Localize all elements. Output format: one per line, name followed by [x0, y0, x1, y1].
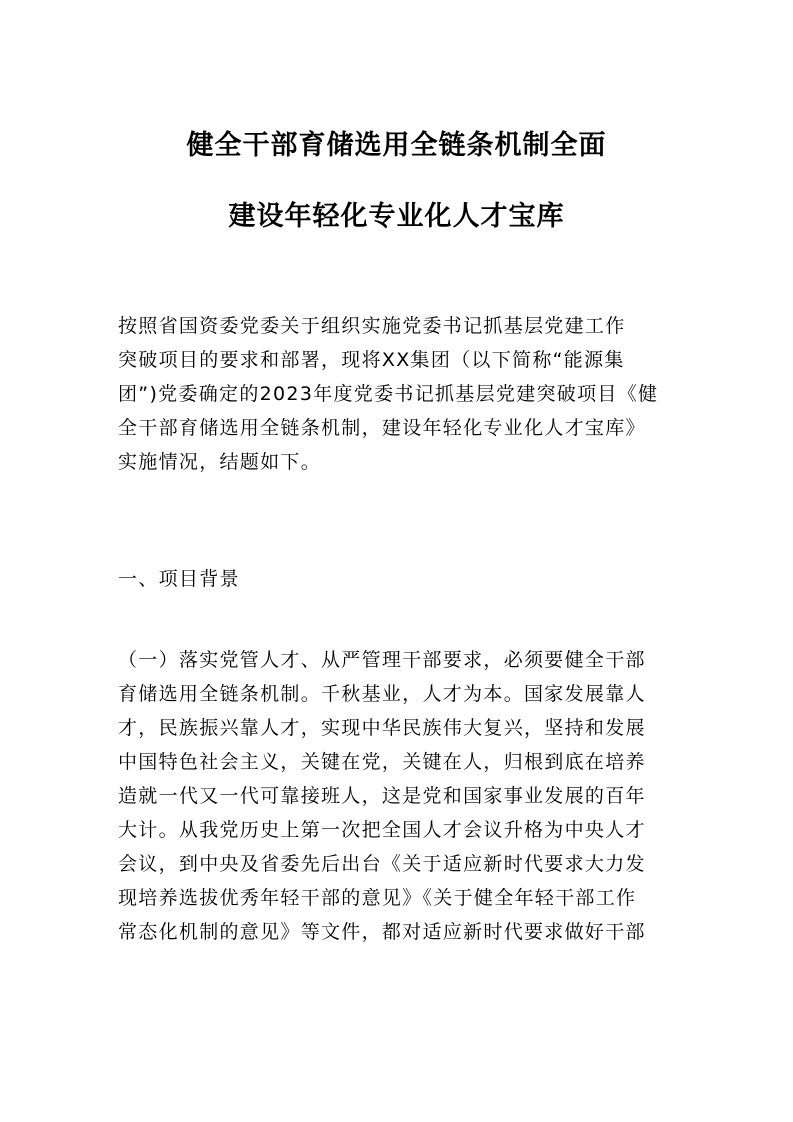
paragraph-line: 中国特色社会主义，关键在党，关键在人，归根到底在培养: [118, 751, 646, 773]
paragraph-line: 常态化机制的意见》等文件，都对适应新时代要求做好干部: [118, 921, 646, 943]
document-title-line-1: 健全干部育储选用全链条机制全面: [186, 130, 607, 161]
section-1-paragraph-1: [118, 643, 678, 949]
intro-line: 全干部育储选用全链条机制，建设年轻化专业化人才宝库》: [118, 417, 646, 439]
paragraph-line: 育储选用全链条机制。千秋基业，人才为本。国家发展靠人: [118, 683, 646, 705]
intro-line: 按照省国资委党委关于组织实施党委书记抓基层党建工作: [118, 315, 626, 337]
paragraph-line: （一）落实党管人才、从严管理干部要求，必须要健全干部: [118, 649, 646, 671]
paragraph-line: 大计。从我党历史上第一次把全国人才会议升格为中央人才: [118, 819, 646, 841]
document-title-line-2: 建设年轻化专业化人才宝库: [228, 201, 565, 232]
paragraph-line: 才，民族振兴靠人才，实现中华民族伟大复兴，坚持和发展: [118, 717, 646, 739]
intro-line: 实施情况，结题如下。: [118, 451, 322, 473]
paragraph-line: 现培养选拔优秀年轻干部的意见》《关于健全年轻干部工作: [118, 887, 637, 909]
paragraph-line: 造就一代又一代可靠接班人，这是党和国家事业发展的百年: [118, 785, 646, 807]
section-heading-project-background: 一、项目背景: [118, 568, 240, 590]
intro-line: 团”)党委确定的2023年度党委书记抓基层党建突破项目《健: [118, 383, 659, 405]
intro-paragraph: [118, 309, 678, 479]
paragraph-line: 会议，到中央及省委先后出台《关于适应新时代要求大力发: [118, 853, 646, 875]
intro-line: 突破项目的要求和部署，现将XX集团（以下简称“能源集: [118, 349, 625, 371]
